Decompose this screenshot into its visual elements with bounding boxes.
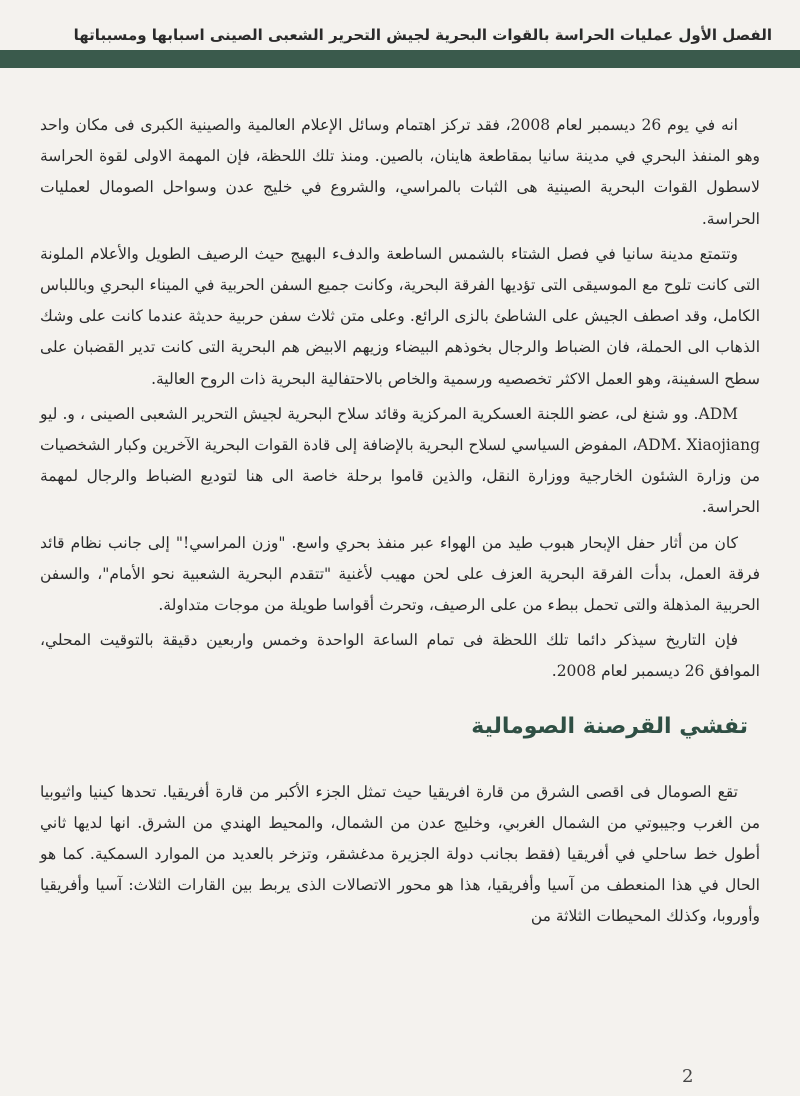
page-header (0, 0, 800, 70)
section-heading: تفشي القرصنة الصومالية (471, 713, 748, 739)
header-bar (0, 50, 800, 68)
page-number: 2 (682, 1066, 694, 1087)
paragraph: وتتمتع مدينة سانيا في فصل الشتاء بالشمس الساطعة والدفء البهيج حيث الرصيف الطويل والأعلام الملونة التى كانت تلوح مع الموسيقى التى تؤديها الفرقة البحرية، وكانت جميع السفن الحربية في الميناء البحري وباللباس الكامل، وقد اصطف الجيش على الشاطئ بالزى الرائع. وعلى متن ثلاث سفن حربية حديثة عندما كانت على وشك الذهاب الى الحملة، فان الضباط والرجال بخوذهم البيضاء وزيهم الابيض هم البحرية التى كانت تدير القضبان على سطح السفينة، وهو العمل الاكثر تخصصيه ورسمية والخاص بالاحتفالية البحرية ذات الروح العالية. (40, 244, 760, 388)
paragraph: فإن التاريخ سيذكر دائما تلك اللحظة فى تمام الساعة الواحدة وخمس واربعين دقيقة بالتوقيت المحلي، الموافق 26 ديسمبر لعام 2008. (40, 631, 760, 681)
chapter-title: الفصل الأول عمليات الحراسة بالقوات البحرية لجيش التحرير الشعبى الصينى اسبابها ومسبباتها (73, 26, 772, 44)
paragraph: ADM. وو شنغ لى، عضو اللجنة العسكرية المركزية وقائد سلاح البحرية لجيش التحرير الشعبى الصينى ، و. ليو ADM. Xiaojiang، المفوض السياسي لسلاح البحرية بالإضافة إلى قادة القوات البحرية الآخرين وكبار الشخصيات من وزارة الشئون الخارجية ووزارة النقل، والذين قاموا برحلة خاصة الى هنا لتوديع الضباط والرجال لمهمة الحراسة. (40, 404, 760, 517)
main-text (40, 110, 760, 937)
paragraph: كان من أثار حفل الإبحار هبوب طيد من الهواء عبر منفذ بحري واسع. "وزن المراسي!" إلى جانب نظام قائد فرقة العمل، بدأت الفرقة البحرية العزف على لحن مهيب لأغنية "تتقدم البحرية الشعبية نحو الأمام"، والسفن الحربية المذهلة والتى تحمل ببطء من على الرصيف، وتحرث أقواسا طويلة من موجات متداولة. (40, 533, 760, 615)
paragraph: انه في يوم 26 ديسمبر لعام 2008، فقد تركز اهتمام وسائل الإعلام العالمية والصينية الكبرى فى مكان واحد وهو المنفذ البحري في مدينة سانيا بمقاطعة هاينان، بالصين. ومنذ تلك اللحظة، فإن المهمة الاولى لقوة الحراسة لاسطول القوات البحرية الصينية هى الثبات بالمراسي، والشروع في خليج عدن وسواحل الصومال لعمليات الحراسة. (40, 116, 760, 228)
paragraph: تقع الصومال فى اقصى الشرق من قارة افريقيا حيث تمثل الجزء الأكبر من قارة أفريقيا. تحدها كينيا واثيوبيا من الغرب وجيبوتي من الشمال الغربي، وخليج عدن من الشمال، والمحيط الهندي من الشرق. انها لديها ثاني أطول خط ساحلي في أفريقيا (فقط بجانب دولة الجزيرة مدغشقر، وتزخر بالعديد من الموارد السمكية. كما هو الحال في هذا المنعطف من آسيا وأفريقيا، هذا هو محور الاتصالات الذى يربط بين القارات الثلاث: آسيا وأفريقيا وأوروبا، وكذلك المحيطات الثلاثة من (40, 782, 760, 926)
